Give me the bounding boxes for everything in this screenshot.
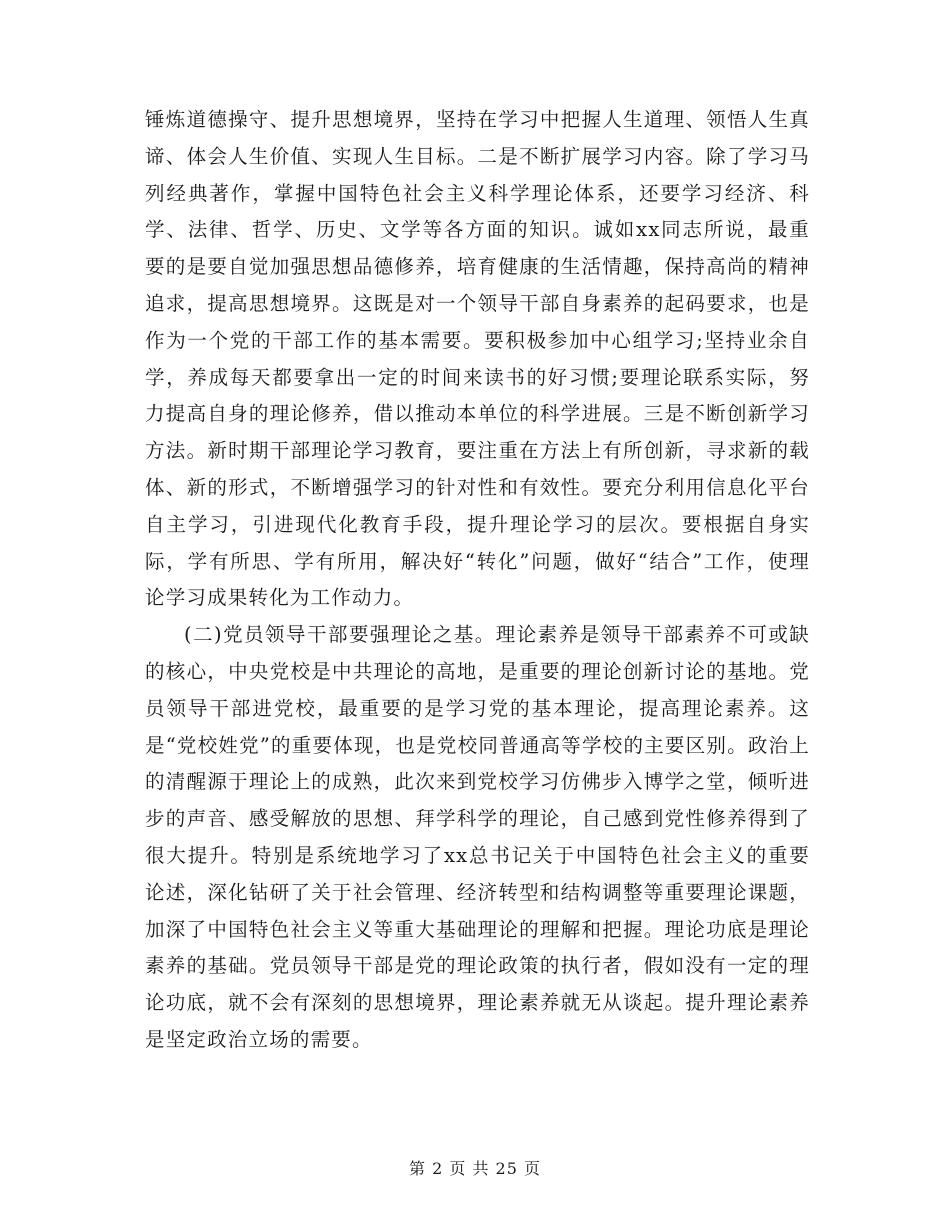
paragraph-continuation: 锤炼道德操守、提升思想境界，坚持在学习中把握人生道理、领悟人生真谛、体会人生价值、实现人生目标。二是不断扩展学习内容。除了学习马列经典著作，掌握中国特色社会主义科学理论体系，还要学习经济、科学、法律、哲学、历史、文学等各方面的知识。诚如xx同志所说，最重要的是要自觉加强思想品德修养，培育健康的生活情趣，保持高尚的精神追求，提高思想境界。这既是对一个领导干部自身素养的起码要求，也是作为一个党的干部工作的基本需要。要积极参加中心组学习;坚持业余自学，养成每天都要拿出一定的时间来读书的好习惯;要理论联系实际，努力提高自身的理论修养，借以推动本单位的科学进展。三是不断创新学习方法。新时期干部理论学习教育，要注重在方法上有所创新，寻求新的载体、新的形式，不断增强学习的针对性和有效性。要充分利用信息化平台自主学习，引进现代化教育手段，提升理论学习的层次。要根据自身实际，学有所思、学有所用，解决好“转化”问题，做好“结合”工作，使理论学习成果转化为工作动力。 — [145, 108, 810, 610]
page-footer — [0, 1156, 950, 1179]
document-body — [145, 102, 810, 1059]
page-number-label: 第 2 页 共 25 页 — [409, 1159, 541, 1178]
paragraph-section-two: (二)党员领导干部要强理论之基。理论素养是领导干部素养不可或缺的核心，中央党校是中共理论的高地，是重要的理论创新讨论的基地。党员领导干部进党校，最重要的是学习党的基本理论，提高理论素养。这是“党校姓党”的重要体现，也是党校同普通高等学校的主要区别。政治上的清醒源于理论上的成熟，此次来到党校学习仿佛步入博学之堂，倾听进步的声音、感受解放的思想、拜学科学的理论，自己感到党性修养得到了很大提升。特别是系统地学习了xx总书记关于中国特色社会主义的重要论述，深化钻研了关于社会管理、经济转型和结构调整等重要理论课题，加深了中国特色社会主义等重大基础理论的理解和把握。理论功底是理论素养的基础。党员领导干部是党的理论政策的执行者，假如没有一定的理论功底，就不会有深刻的思想境界，理论素养就无从谈起。提升理论素养是坚定政治立场的需要。 — [145, 623, 810, 1051]
